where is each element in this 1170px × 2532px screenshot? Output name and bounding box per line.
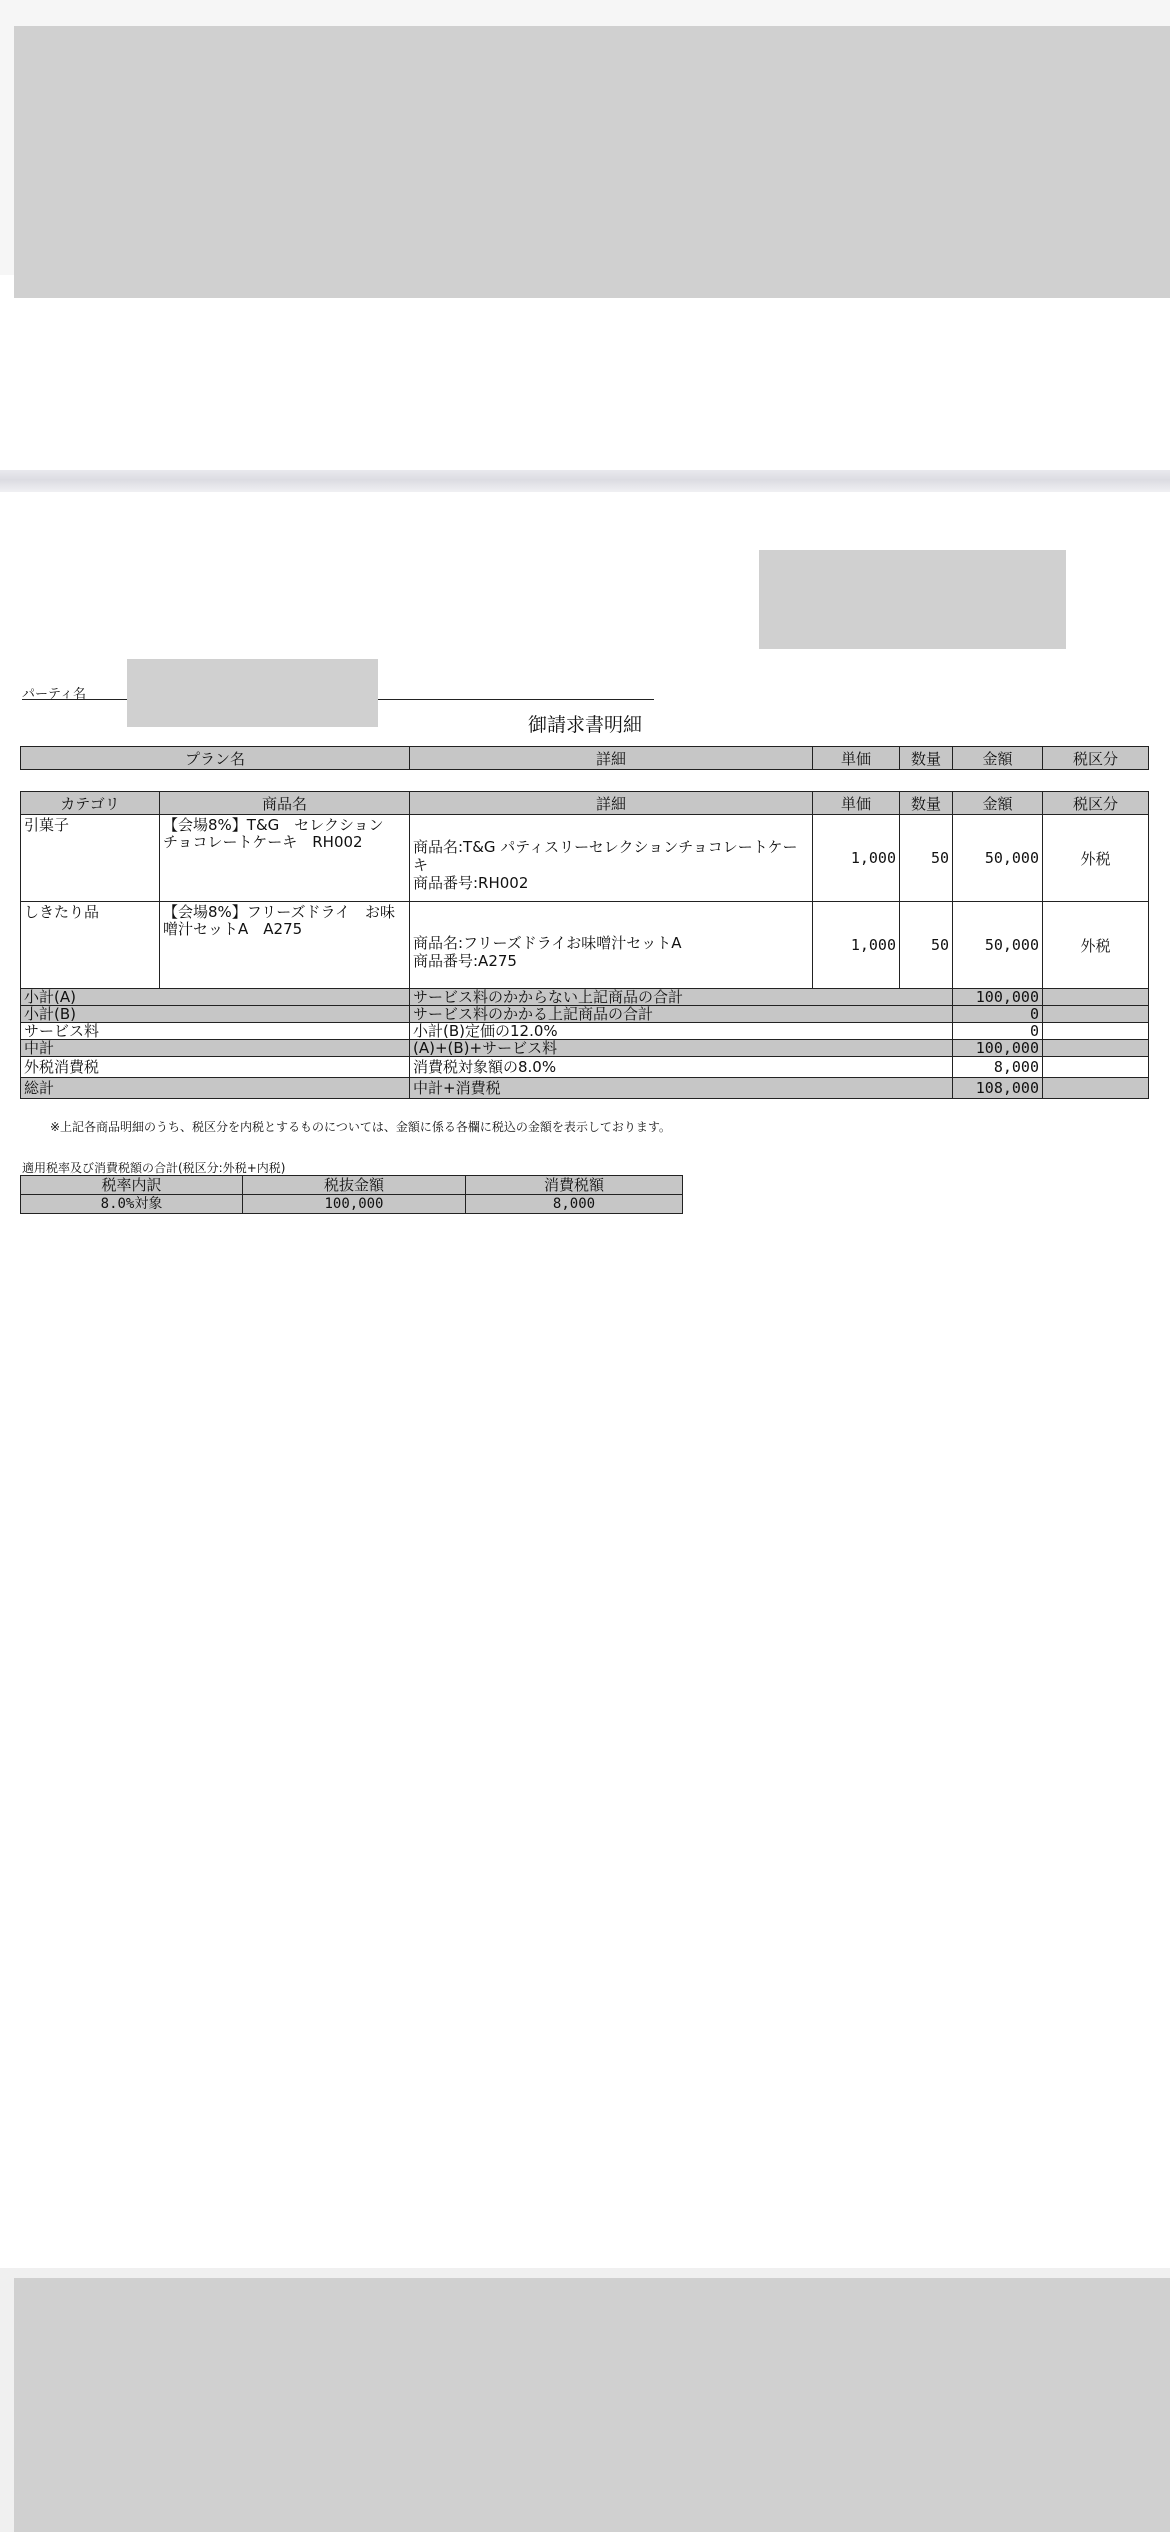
item-name: 【会場8%】フリーズドライ お味噌汁セットA A275 [160, 902, 410, 989]
item-unit-price: 1,000 [813, 902, 900, 989]
item-qty: 50 [900, 815, 953, 902]
summary-row [21, 1023, 1149, 1040]
table-row [21, 815, 1149, 902]
item-detail [410, 902, 813, 989]
summary-empty [1043, 1023, 1149, 1040]
summary-label: サービス料 [21, 1023, 410, 1040]
plan-table [20, 746, 1149, 770]
summary-desc: サービス料のかかる上記商品の合計 [410, 1006, 953, 1023]
summary-empty [1043, 1078, 1149, 1099]
item-detail-number: 商品番号:A275 [413, 952, 517, 970]
plan-header-amount: 金額 [953, 747, 1043, 770]
summary-label: 外税消費税 [21, 1057, 410, 1078]
item-category: しきたり品 [21, 902, 160, 989]
tax-summary-table [20, 1175, 683, 1214]
summary-desc: 中計+消費税 [410, 1078, 953, 1099]
item-header-detail: 詳細 [410, 792, 813, 815]
table-row [21, 902, 1149, 989]
tax-note: ※上記各商品明細のうち、税区分を内税とするものについては、金額に係る各欄に税込の金額を表示しております。 [50, 1120, 671, 1134]
summary-amount: 8,000 [953, 1057, 1043, 1078]
item-tax-type: 外税 [1043, 902, 1149, 989]
plan-header-unit-price: 単価 [813, 747, 900, 770]
plan-header-detail: 詳細 [410, 747, 813, 770]
summary-row [21, 989, 1149, 1006]
summary-empty [1043, 1057, 1149, 1078]
document-title: 御請求書明細 [527, 714, 642, 736]
item-amount: 50,000 [953, 815, 1043, 902]
tax-amount: 8,000 [466, 1195, 683, 1214]
tax-header-base: 税抜金額 [243, 1176, 466, 1195]
item-detail-number: 商品番号:RH002 [413, 874, 529, 892]
summary-empty [1043, 989, 1149, 1006]
item-tax-type: 外税 [1043, 815, 1149, 902]
summary-amount: 0 [953, 1006, 1043, 1023]
plan-header-name: プラン名 [21, 747, 410, 770]
summary-desc: 消費税対象額の8.0% [410, 1057, 953, 1078]
page-separator [0, 470, 1170, 492]
item-header-name: 商品名 [160, 792, 410, 815]
summary-desc: (A)+(B)+サービス料 [410, 1040, 953, 1057]
plan-header-tax: 税区分 [1043, 747, 1149, 770]
summary-row [21, 1078, 1149, 1099]
party-name-label: パーティ名 [22, 687, 86, 702]
item-header-qty: 数量 [900, 792, 953, 815]
item-header-tax: 税区分 [1043, 792, 1149, 815]
summary-amount: 0 [953, 1023, 1043, 1040]
summary-desc: 小計(B)定価の12.0% [410, 1023, 953, 1040]
plan-header-qty: 数量 [900, 747, 953, 770]
item-amount: 50,000 [953, 902, 1043, 989]
summary-row [21, 1057, 1149, 1078]
item-name: 【会場8%】T&G セレクション チョコレートケーキ RH002 [160, 815, 410, 902]
summary-label: 中計 [21, 1040, 410, 1057]
tax-header-tax: 消費税額 [466, 1176, 683, 1195]
item-header-unit-price: 単価 [813, 792, 900, 815]
item-qty: 50 [900, 902, 953, 989]
item-detail-name: 商品名:フリーズドライお味噌汁セットA [413, 934, 682, 952]
tax-rate: 8.0%対象 [21, 1195, 243, 1214]
tax-base-amount: 100,000 [243, 1195, 466, 1214]
table-row [21, 1195, 683, 1214]
item-header-amount: 金額 [953, 792, 1043, 815]
summary-amount: 108,000 [953, 1078, 1043, 1099]
summary-empty [1043, 1006, 1149, 1023]
summary-row [21, 1040, 1149, 1057]
summary-desc: サービス料のかからない上記商品の合計 [410, 989, 953, 1006]
item-detail-name: 商品名:T&G パティスリーセレクションチョコレートケーキ [413, 838, 798, 874]
tax-summary-caption: 適用税率及び消費税額の合計(税区分:外税+内税) [22, 1161, 286, 1175]
summary-label: 小計(B) [21, 1006, 410, 1023]
summary-label: 小計(A) [21, 989, 410, 1006]
redacted-header-block [14, 26, 1170, 298]
redacted-logo-block [759, 550, 1066, 649]
item-detail [410, 815, 813, 902]
item-unit-price: 1,000 [813, 815, 900, 902]
summary-empty [1043, 1040, 1149, 1057]
item-category: 引菓子 [21, 815, 160, 902]
items-table [20, 791, 1149, 1099]
item-header-category: カテゴリ [21, 792, 160, 815]
redacted-footer-block [14, 2278, 1170, 2532]
summary-amount: 100,000 [953, 989, 1043, 1006]
summary-row [21, 1006, 1149, 1023]
summary-amount: 100,000 [953, 1040, 1043, 1057]
summary-label: 総計 [21, 1078, 410, 1099]
tax-header-rate: 税率内訳 [21, 1176, 243, 1195]
